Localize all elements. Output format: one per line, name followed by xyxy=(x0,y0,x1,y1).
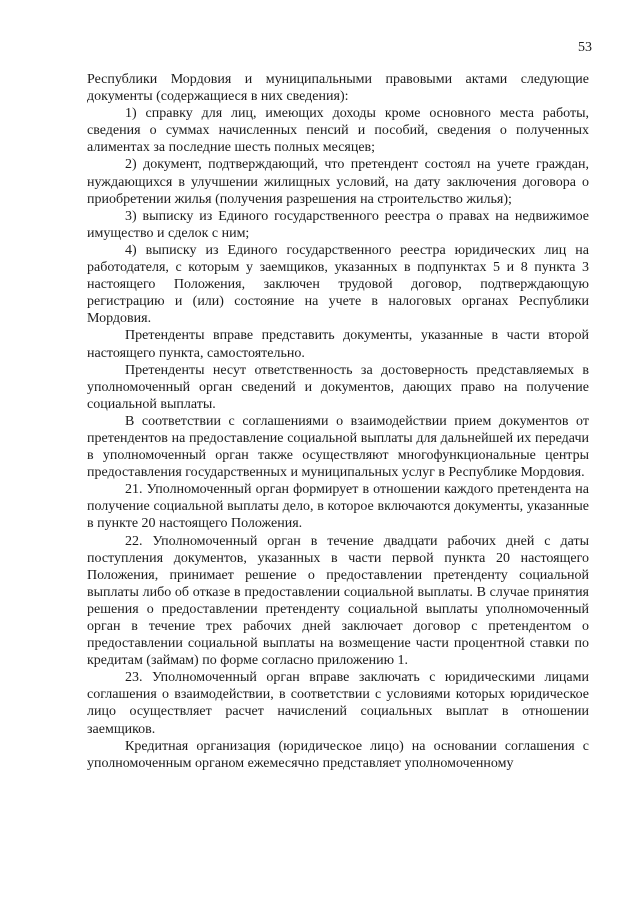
paragraph-self-submission: Претенденты вправе представить документы, указанные в части второй настоящего пункта, самостоятельно. xyxy=(87,328,589,361)
paragraph-credit-organization: Кредитная организация (юридическое лицо) на основании соглашения с уполномоченным органом ежемесячно представляет уполномоченному xyxy=(87,738,589,771)
paragraph-clause-21: 21. Уполномоченный орган формирует в отношении каждого претендента на получение социальной выплаты дело, в которое включаются документы, указанные в пункте 20 настоящего Положения. xyxy=(87,482,589,532)
paragraph-item-4: 4) выписку из Единого государственного реестра юридических лиц на работодателя, с которым у заемщиков, указанных в подпунктах 5 и 8 пункта 3 настоящего Положения, заключен трудовой договор, подтверждающую регистрацию и (или) состояние на учете в налоговых органах Республики Мордовия. xyxy=(87,242,589,327)
paragraph-mfc: В соответствии с соглашениями о взаимодействии прием документов от претендентов на предоставление социальной выплаты для дальнейшей их передачи в уполномоченный орган также осуществляют многофункциональные центры предоставления государственных и муниципальных услуг в Республике Мордовия. xyxy=(87,413,589,481)
document-body xyxy=(87,71,589,772)
paragraph-item-1: 1) справку для лиц, имеющих доходы кроме основного места работы, сведения о суммах начисленных пенсий и пособий, сведения о полученных алиментах за последние шесть полных месяцев; xyxy=(87,106,589,156)
paragraph-clause-22: 22. Уполномоченный орган в течение двадцати рабочих дней с даты поступления документов, указанных в части первой пункта 20 настоящего Положения, принимает решение о предоставлении претенденту социальной выплаты либо об отказе в предоставлении социальной выплаты. В случае принятия решения о предоставлении претенденту социальной выплаты уполномоченный орган в течение трех рабочих дней заключает договор с претендентом о предоставлении социальной выплаты на возмещение части процентной ставки по кредитам (займам) по форме согласно приложению 1. xyxy=(87,533,589,669)
paragraph-continuation: Республики Мордовия и муниципальными правовыми актами следующие документы (содержащиеся в них сведения): xyxy=(87,72,589,105)
paragraph-item-3: 3) выписку из Единого государственного реестра о правах на недвижимое имущество и сделок с ним; xyxy=(87,208,589,241)
paragraph-clause-23: 23. Уполномоченный орган вправе заключать с юридическими лицами соглашения о взаимодействии, в соответствии с условиями которых юридическое лицо осуществляет расчет начислений социальных выплат в отношении заемщиков. xyxy=(87,670,589,737)
paragraph-responsibility: Претенденты несут ответственность за достоверность представляемых в уполномоченный орган сведений и документов, дающих право на получение социальной выплаты. xyxy=(87,362,589,412)
paragraph-item-2: 2) документ, подтверждающий, что претендент состоял на учете граждан, нуждающихся в улучшении жилищных условий, на дату заключения договора о приобретении жилья (получения разрешения на строительство жилья); xyxy=(87,157,589,207)
page-number: 53 xyxy=(578,40,592,55)
